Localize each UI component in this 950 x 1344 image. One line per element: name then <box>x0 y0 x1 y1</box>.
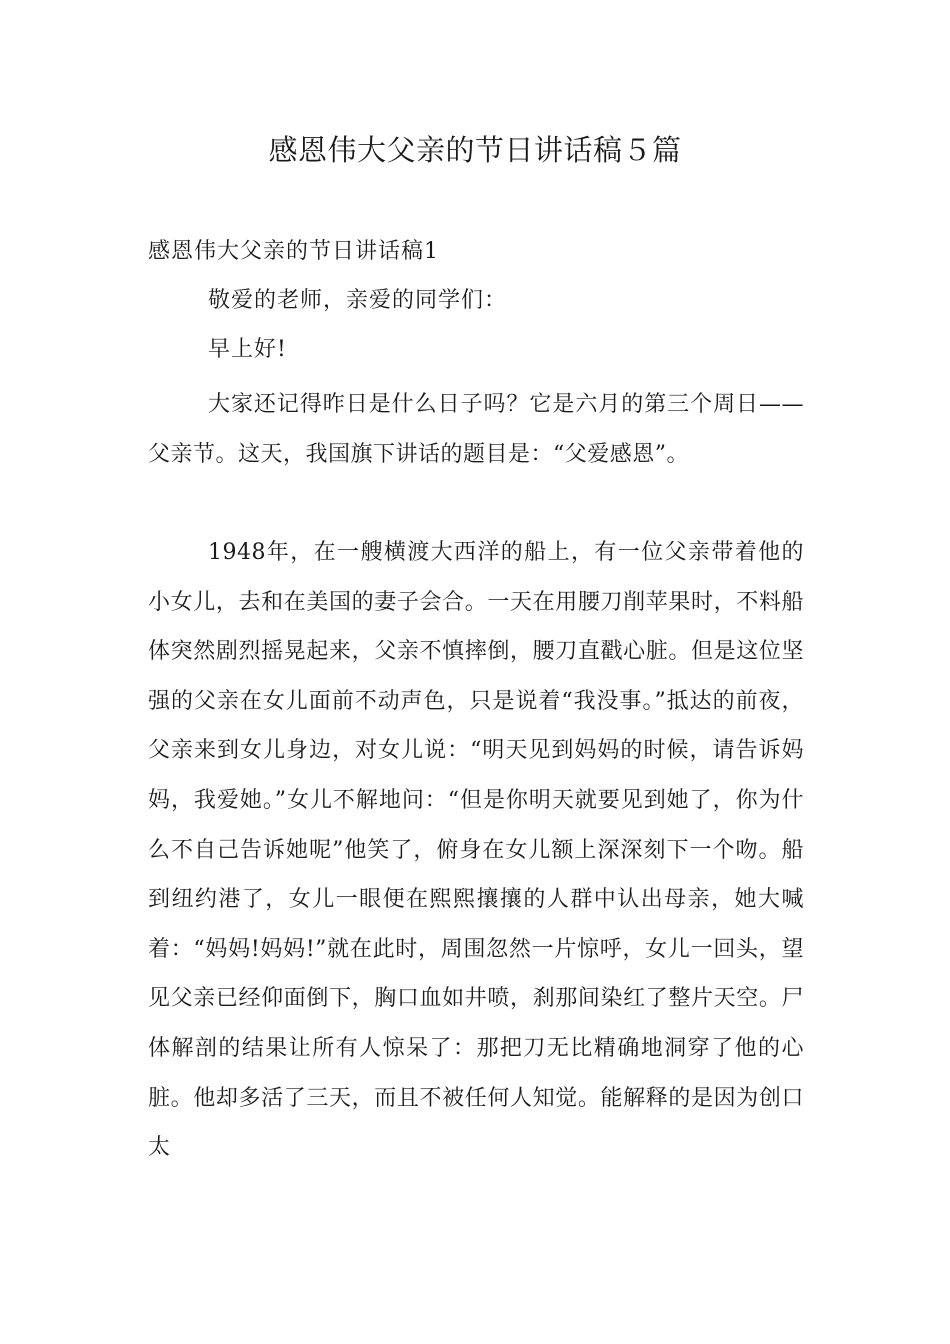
document-title: 感恩伟大父亲的节日讲话稿５篇 <box>268 133 682 167</box>
greeting-line: 敬爱的老师，亲爱的同学们： <box>208 288 508 313</box>
body-paragraph <box>148 528 804 1173</box>
salutation-line: 早上好! <box>208 337 287 362</box>
paragraph-text: 1948年，在一艘横渡大西洋的船上，有一位父亲带着他的小女儿，去和在美国的妻子会合。一天在用腰刀削苹果时，不料船体突然剧烈摇晃起来，父亲不慎摔倒，腰刀直戳心脏。但是这位坚强的父亲在女儿面前不动声色，只是说着“我没事。”抵达的前夜，父亲来到女儿身边，对女儿说：“明天见到妈妈的时候，请告诉妈妈，我爱她。”女儿不解地问：“但是你明天就要见到她了，你为什么不自己告诉她呢”他笑了，俯身在女儿额上深深刻下一个吻。船到纽约港了，女儿一眼便在熙熙攘攘的人群中认出母亲，她大喊着：“妈妈!妈妈!”就在此时，周围忽然一片惊呼，女儿一回头，望见父亲已经仰面倒下，胸口血如井喷，刹那间染红了整片天空。尸体解剖的结果让所有人惊呆了：那把刀无比精确地洞穿了他的心脏。他却多活了三天，而且不被任何人知觉。能解释的是因为创口太 <box>148 540 804 1161</box>
speech-subtitle: 感恩伟大父亲的节日讲话稿1 <box>148 239 439 264</box>
paragraph-text: 大家还记得昨日是什么日子吗？它是六月的第三个周日——父亲节。这天，我国旗下讲话的题目是：“父爱感恩”。 <box>148 392 804 467</box>
body-paragraph <box>148 380 804 479</box>
